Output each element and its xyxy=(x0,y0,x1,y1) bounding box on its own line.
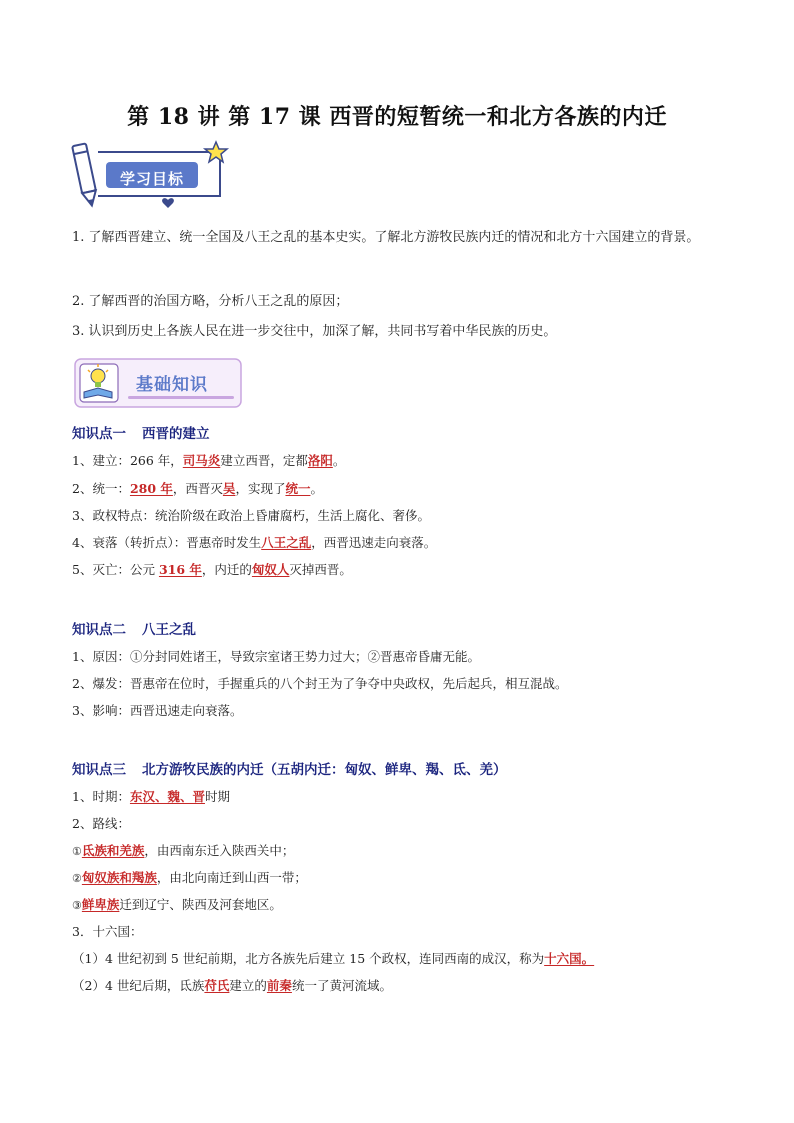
kp1-label: 知识点一 xyxy=(72,426,126,442)
answer-blank: 氐族和羌族 xyxy=(81,843,145,858)
kp2-label: 知识点二 xyxy=(72,622,126,638)
answer-blank: 东汉、魏、晋 xyxy=(129,789,205,804)
goal-item-1 xyxy=(72,228,732,248)
kp1-line-1: 1、建立：266 年，司马炎建立西晋，定都洛阳。 xyxy=(72,453,346,468)
kp3-label: 知识点三 xyxy=(72,762,126,778)
kp1-line-4: 4、衰落（转折点）：晋惠帝时发生八王之乱，西晋迅速走向衰落。 xyxy=(72,535,437,550)
answer-blank: 苻氏 xyxy=(204,978,230,993)
kp2-line-1: 1、原因：①分封同姓诸王，导致宗室诸王势力过大；②晋惠帝昏庸无能。 xyxy=(72,649,480,664)
kp3-line-3: 3．十六国： xyxy=(72,924,143,939)
goal-text: 认识到历史上各族人民在进一步交往中，加深了解，共同书写着中华民族的历史。 xyxy=(88,324,557,339)
answer-blank: 吴 xyxy=(222,481,236,496)
basic-knowledge-label: 基础知识 xyxy=(136,375,208,395)
goal-number: 1. xyxy=(72,230,85,245)
kp1-heading xyxy=(72,422,210,442)
answer-blank: 匈奴人 xyxy=(251,562,290,577)
answer-blank: 前秦 xyxy=(266,978,292,993)
kp2-heading xyxy=(72,618,196,638)
kp1-line-2: 2、统一：280 年，西晋灭吴，实现了统一。 xyxy=(72,481,323,496)
kp2-line-2: 2、爆发：晋惠帝在位时，手握重兵的八个封王为了争夺中央政权，先后起兵，相互混战。 xyxy=(72,676,568,691)
page-title: 第 18 讲 第 17 课 西晋的短暂统一和北方各族的内迁 xyxy=(127,104,667,130)
kp1-line-3: 3、政权特点：统治阶级在政治上昏庸腐朽，生活上腐化、奢侈。 xyxy=(72,508,430,523)
goal-item-3 xyxy=(72,322,732,342)
kp3-line-1: 1、时期：东汉、魏、晋时期 xyxy=(72,789,230,804)
answer-blank: 洛阳 xyxy=(307,453,333,468)
kp1-title: 西晋的建立 xyxy=(142,426,210,442)
goal-item-2 xyxy=(72,292,732,312)
kp3-sub-1: （1）4 世纪初到 5 世纪前期，北方各族先后建立 15 个政权，连同西南的成汉，称为十六国。 xyxy=(72,951,595,966)
goal-number: 2. xyxy=(72,294,85,309)
answer-blank: 匈奴族和羯族 xyxy=(81,870,157,885)
learning-goals-banner xyxy=(70,138,240,210)
learning-goals-label: 学习目标 xyxy=(119,170,184,188)
kp3-heading xyxy=(72,758,507,778)
kp3-route-3: ③鲜卑族迁到辽宁、陕西及河套地区。 xyxy=(72,897,282,912)
kp3-line-2: 2、路线： xyxy=(72,816,130,831)
kp3-route-1: ①氐族和羌族，由西南东迁入陕西关中； xyxy=(72,843,295,858)
kp3-title: 北方游牧民族的内迁（五胡内迁：匈奴、鲜卑、羯、氐、羌） xyxy=(142,762,507,778)
answer-blank: 统一 xyxy=(285,481,311,496)
kp3-route-2: ②匈奴族和羯族，由北向南迁到山西一带； xyxy=(72,870,307,885)
goal-text: 了解西晋建立、统一全国及八王之乱的基本史实。了解北方游牧民族内迁的情况和北方十六国建立的背景。 xyxy=(88,230,700,245)
kp1-line-5: 5、灭亡：公元 316 年，内迁的匈奴人灭掉西晋。 xyxy=(72,562,352,577)
answer-blank: 十六国。 xyxy=(544,951,595,966)
kp2-title: 八王之乱 xyxy=(142,622,196,638)
kp2-line-3: 3、影响：西晋迅速走向衰落。 xyxy=(72,703,243,718)
goal-number: 3. xyxy=(72,324,85,339)
answer-blank: 八王之乱 xyxy=(261,535,312,550)
answer-blank: 316 年 xyxy=(158,562,202,577)
answer-blank: 鲜卑族 xyxy=(81,897,120,912)
basic-knowledge-banner xyxy=(74,358,244,408)
kp3-sub-2: （2）4 世纪后期，氐族苻氏建立的前秦统一了黄河流域。 xyxy=(72,978,392,993)
answer-blank: 280 年 xyxy=(129,481,173,496)
answer-blank: 司马炎 xyxy=(182,453,221,468)
goal-text: 了解西晋的治国方略，分析八王之乱的原因； xyxy=(88,294,349,309)
